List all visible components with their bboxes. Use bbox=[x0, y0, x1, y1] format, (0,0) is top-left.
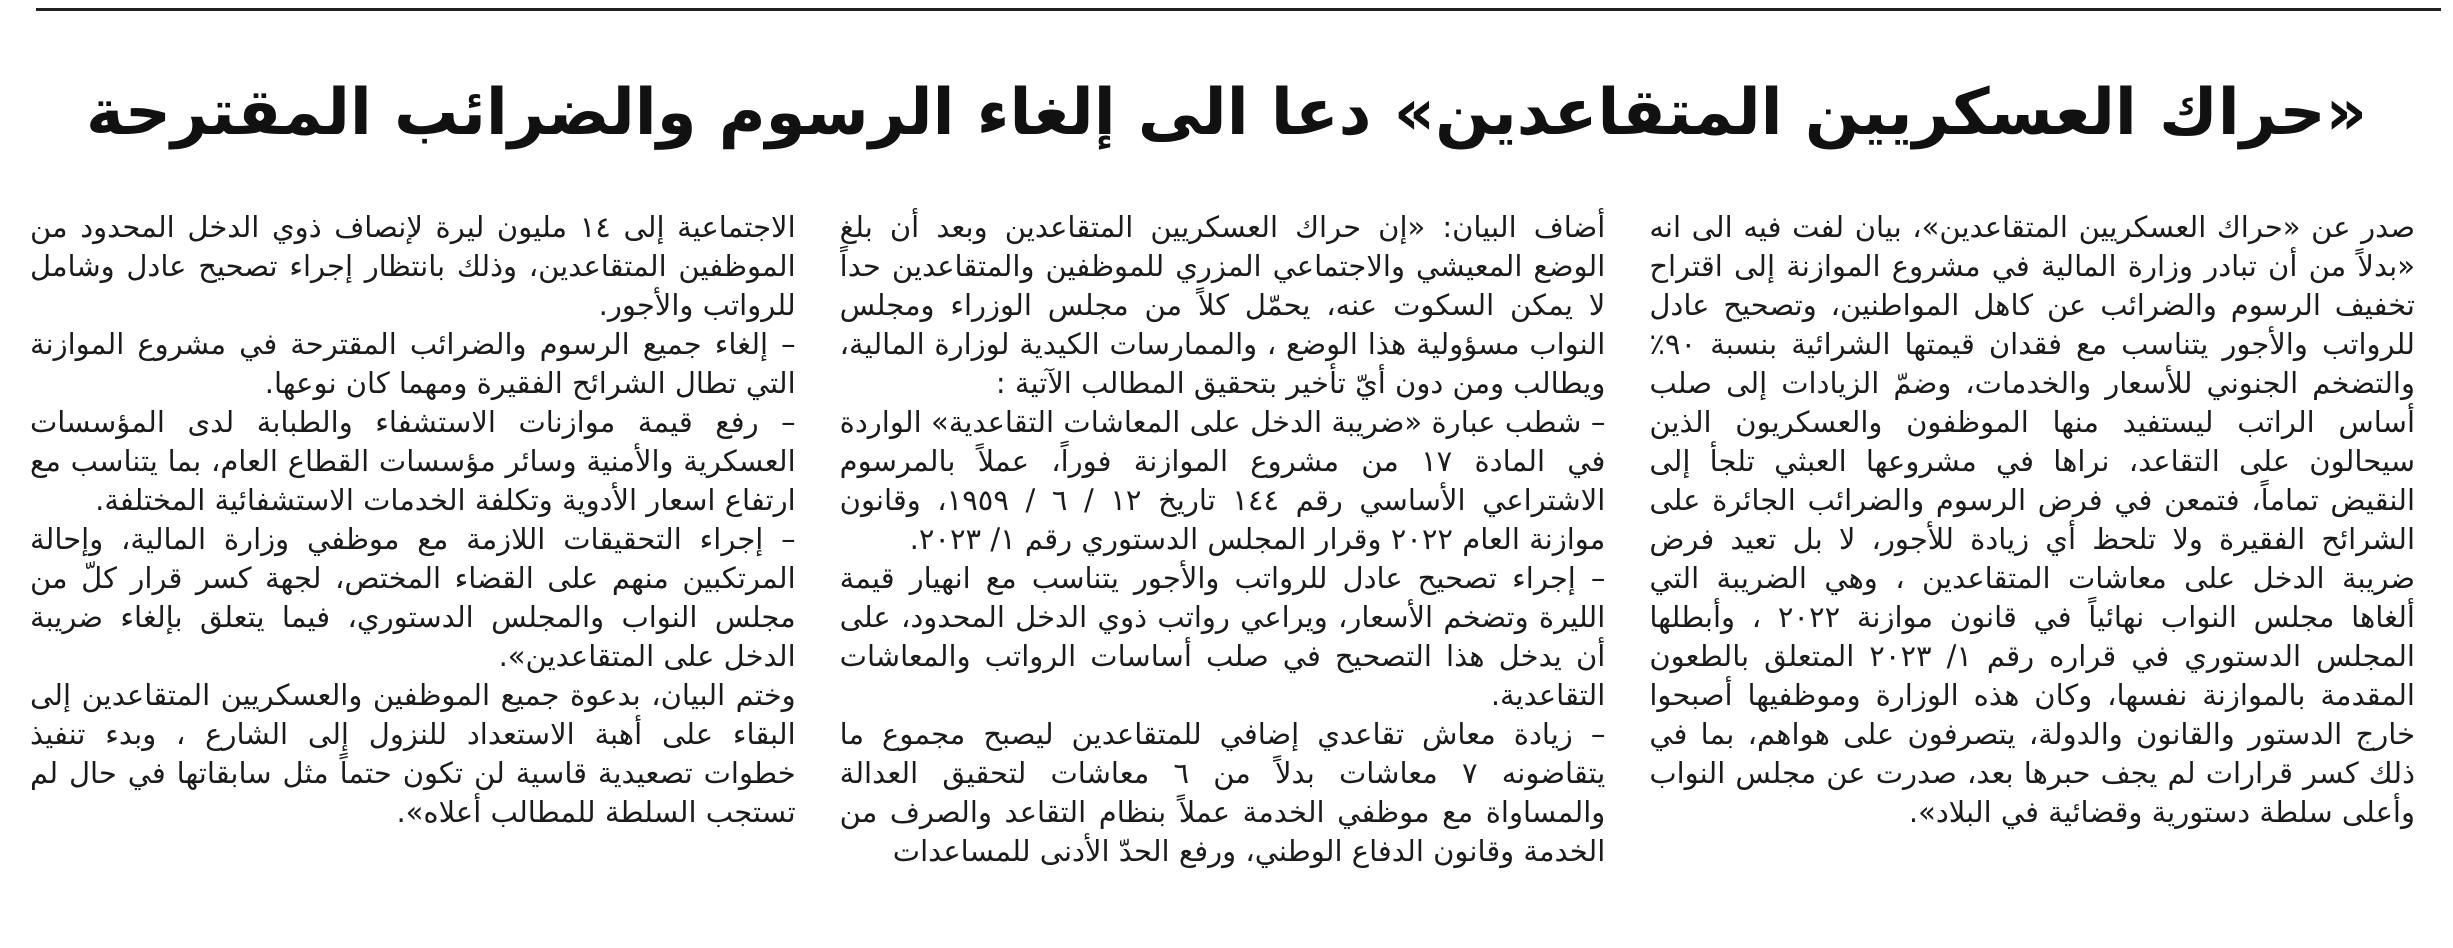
column-3-paragraph-3: – رفع قيمة موازنات الاستشفاء والطبابة لدى المؤسسات العسكرية والأمنية وسائر مؤسسات القطاع العام، بما يتناسب مع ارتفاع اسعار الأدوية وتكلفة الخدمات الاستشفائية المختلفة. bbox=[29, 405, 796, 517]
top-rule bbox=[36, 8, 2441, 11]
article-column-3 bbox=[30, 208, 796, 940]
column-2-paragraph-4: – زيادة معاش تقاعدي إضافي للمتقاعدين ليصبح مجموع ما يتقاضونه ٧ معاشات بدلاً من ٦ معاشات لتحقيق العدالة والمساواة مع موظفي الخدمة عملاً بنظام التقاعد والصرف من الخدمة وقانون الدفاع الوطني، ورفع الحدّ الأدنى للمساعدات bbox=[839, 717, 1606, 868]
column-3-paragraph-4: – إجراء التحقيقات اللازمة مع موظفي وزارة المالية، وإحالة المرتكبين منهم على القضاء المختص، لجهة كسر قرار كلّ من مجلس النواب والمجلس الدستوري، فيما يتعلق بإلغاء ضريبة الدخل على المتقاعدين». bbox=[29, 522, 796, 673]
column-2-paragraph-2: – شطب عبارة «ضريبة الدخل على المعاشات التقاعدية» الواردة في المادة ١٧ من مشروع الموازنة فوراً، عملاً بالمرسوم الاشتراعي الأساسي رقم ١٤٤ تاريخ ١٢ / ٦ / ١٩٥٩، وقانون موازنة العام ٢٠٢٢ وقرار المجلس الدستوري رقم ١/ ٢٠٢٣. bbox=[839, 405, 1606, 556]
article-column-1 bbox=[1649, 208, 2415, 940]
article-columns bbox=[30, 208, 2415, 940]
column-2-paragraph-3: – إجراء تصحيح عادل للرواتب والأجور يتناسب مع انهيار قيمة الليرة وتضخم الأسعار، ويراعي رواتب ذوي الدخل المحدود، على أن يدخل هذا التصحيح في صلب أساسات الرواتب والمعاشات التقاعدية. bbox=[839, 561, 1606, 712]
column-3-paragraph-2: – إلغاء جميع الرسوم والضرائب المقترحة في مشروع الموازنة التي تطال الشرائح الفقيرة ومهما كان نوعها. bbox=[29, 327, 796, 400]
column-3-paragraph-1: الاجتماعية إلى ١٤ مليون ليرة لإنصاف ذوي الدخل المحدود من الموظفين المتقاعدين، وذلك بانتظار إجراء تصحيح عادل وشامل للرواتب والأجور. bbox=[29, 210, 796, 322]
column-2-paragraph-1: أضاف البيان: «إن حراك العسكريين المتقاعدين وبعد أن بلغ الوضع المعيشي والاجتماعي المزري للموظفين والمتقاعدين حداً لا يمكن السكوت عنه، يحمّل كلاً من مجلس الوزراء ومجلس النواب مسؤولية هذا الوضع ، والممارسات الكيدية لوزارة المالية، ويطالب ومن دون أيّ تأخير بتحقيق المطالب الآتية : bbox=[839, 210, 1606, 400]
column-3-paragraph-5: وختم البيان، بدعوة جميع الموظفين والعسكريين المتقاعدين إلى البقاء على أهبة الاستعداد للنزول إلى الشارع ، وبدء تنفيذ خطوات تصعيدية قاسية لن تكون حتماً مثل سابقاتها في حال لم تستجب السلطة للمطالب أعلاه». bbox=[29, 678, 796, 829]
article-column-2 bbox=[840, 208, 1606, 940]
article-headline: «حراك العسكريين المتقاعدين» دعا الى إلغاء الرسوم والضرائب المقترحة bbox=[86, 76, 2367, 150]
column-1-paragraph-1: صدر عن «حراك العسكريين المتقاعدين»، بيان لفت فيه الى انه «بدلاً من أن تبادر وزارة المالية في مشروع الموازنة إلى اقتراح تخفيف الرسوم والضرائب عن كاهل المواطنين، وتصحيح عادل للرواتب والأجور يتناسب مع فقدان قيمتها الشرائية بنسبة ٩٠٪ والتضخم الجنوني للأسعار والخدمات، وضمّ الزيادات إلى صلب أساس الراتب ليستفيد منها الموظفون والعسكريون الذين سيحالون على التقاعد، نراها في مشروعها العبثي تلجأ إلى النقيض تماماً، فتمعن في فرض الرسوم والضرائب الجائرة على الشرائح الفقيرة ولا تلحظ أي زيادة للأجور، لا بل تعيد فرض ضريبة الدخل على معاشات المتقاعدين ، وهي الضريبة التي ألغاها مجلس النواب نهائياً في قانون موازنة ٢٠٢٢ ، وأبطلها المجلس الدستوري في قراره رقم ١/ ٢٠٢٣ المتعلق بالطعون المقدمة بالموازنة نفسها، وكان هذه الوزارة وموظفيها أصبحوا خارج الدستور والقانون والدولة، يتصرفون على هواهم، بما في ذلك كسر قرارات لم يجف حبرها بعد، صدرت عن مجلس النواب وأعلى سلطة دستورية وقضائية في البلاد». bbox=[1649, 210, 2415, 829]
